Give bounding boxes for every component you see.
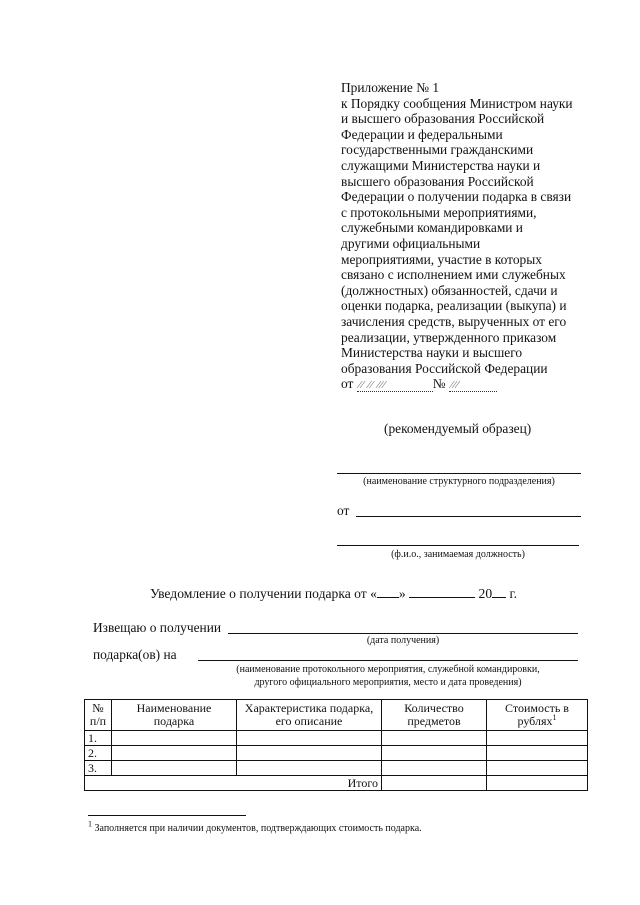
table-row (85, 761, 588, 776)
footnote-divider (88, 815, 246, 816)
order-prefix: от (341, 376, 354, 392)
from-line[interactable] (356, 516, 581, 517)
cell-description[interactable] (237, 761, 382, 776)
appendix-block (341, 80, 601, 392)
event-line[interactable] (198, 660, 578, 661)
appendix-line: мероприятиями, участие в которых (341, 251, 542, 267)
informing-label: Извещаю о получении (93, 620, 222, 635)
appendix-line: и высшего образования Российской (341, 111, 545, 127)
appendix-line: высшего образования Российской (341, 173, 534, 189)
dept-name-line[interactable] (337, 473, 581, 474)
appendix-line: связано с исполнением ими служебных (341, 267, 566, 283)
header-cost-text: Стоимость в рублях (505, 701, 569, 728)
header-number: № п/п (85, 700, 112, 731)
footnote-mark: 1 (88, 819, 92, 829)
cell-cost[interactable] (487, 746, 588, 761)
appendix-line: с протокольными мероприятиями, (341, 204, 537, 220)
appendix-line: служебными командировками и (341, 220, 523, 236)
appendix-line: Федерации и федеральными (341, 126, 503, 142)
notice-month-field[interactable] (409, 585, 475, 598)
footnote-text: Заполняется при наличии документов, подтверждающих стоимость подарка. (94, 823, 422, 834)
row-number: 2. (85, 746, 112, 761)
appendix-line: образования Российской Федерации (341, 360, 548, 376)
total-label: Итого (85, 776, 382, 791)
header-quantity: Количество предметов (382, 700, 487, 731)
cell-name[interactable] (112, 746, 237, 761)
table-total-row (85, 776, 588, 791)
cell-cost[interactable] (487, 761, 588, 776)
receipt-date-caption: (дата получения) (366, 635, 440, 646)
header-cost-footnote-mark: 1 (552, 713, 557, 722)
appendix-line: другими официальными (341, 235, 481, 251)
appendix-line: оценки подарка, реализации (выкупа) и (341, 298, 567, 314)
sample-label: (рекомендуемый образец) (384, 421, 532, 436)
receipt-date-line[interactable] (228, 633, 578, 634)
cell-total-quantity[interactable] (382, 776, 487, 791)
row-number: 3. (85, 761, 112, 776)
appendix-line: государственными гражданскими (341, 142, 534, 158)
gifts-label: подарка(ов) на (93, 647, 177, 662)
cell-quantity[interactable] (382, 731, 487, 746)
cell-name[interactable] (112, 761, 237, 776)
appendix-line: зачисления средств, вырученных от его (341, 313, 567, 329)
appendix-heading: Приложение № 1 (341, 80, 440, 95)
order-num-sign: № (432, 376, 446, 392)
cell-name[interactable] (112, 731, 237, 746)
cell-description[interactable] (237, 746, 382, 761)
cell-description[interactable] (237, 731, 382, 746)
notice-year-suffix: г. (509, 586, 517, 601)
gifts-table (84, 699, 588, 791)
event-caption-1: (наименование протокольного мероприятия, служебной командировки, (236, 664, 540, 675)
cell-total-cost[interactable] (487, 776, 588, 791)
notice-year: 20 (478, 586, 493, 601)
cell-cost[interactable] (487, 731, 588, 746)
cell-quantity[interactable] (382, 761, 487, 776)
footnote (88, 819, 422, 834)
notice-year-field[interactable] (492, 585, 506, 598)
order-number-handwritten: ⁄⁄⁄ (449, 379, 497, 392)
notice-title-mid: » (398, 586, 406, 601)
notice-day-field[interactable] (377, 585, 399, 598)
dept-name-caption: (наименование структурного подразделения) (363, 476, 555, 487)
person-line[interactable] (337, 545, 579, 546)
person-caption: (ф.и.о., занимаемая должность) (391, 549, 525, 560)
notice-title (150, 585, 517, 602)
table-row (85, 731, 588, 746)
appendix-line: служащими Министерства науки и (341, 157, 541, 173)
appendix-line: (должностных) обязанностей, сдачи и (341, 282, 558, 298)
row-number: 1. (85, 731, 112, 746)
header-name: Наименование подарка (112, 700, 237, 731)
appendix-line: Министерства науки и высшего (341, 345, 523, 361)
table-header-row (85, 700, 588, 731)
appendix-line: к Порядку сообщения Министром науки (341, 95, 573, 111)
header-description: Характеристика подарка, его описание (237, 700, 382, 731)
from-label: от (337, 503, 350, 518)
event-caption-2: другого официального мероприятия, место и дата проведения) (254, 677, 522, 688)
order-reference (341, 376, 601, 392)
appendix-line: реализации, утвержденного приказом (341, 329, 557, 345)
appendix-line: Федерации о получении подарка в связи (341, 189, 572, 205)
order-date-handwritten: ⁄⁄ ⁄⁄ ⁄⁄⁄ (357, 379, 433, 392)
notice-title-prefix: Уведомление о получении подарка от « (150, 586, 377, 601)
cell-quantity[interactable] (382, 746, 487, 761)
header-cost (487, 700, 588, 731)
table-row (85, 746, 588, 761)
